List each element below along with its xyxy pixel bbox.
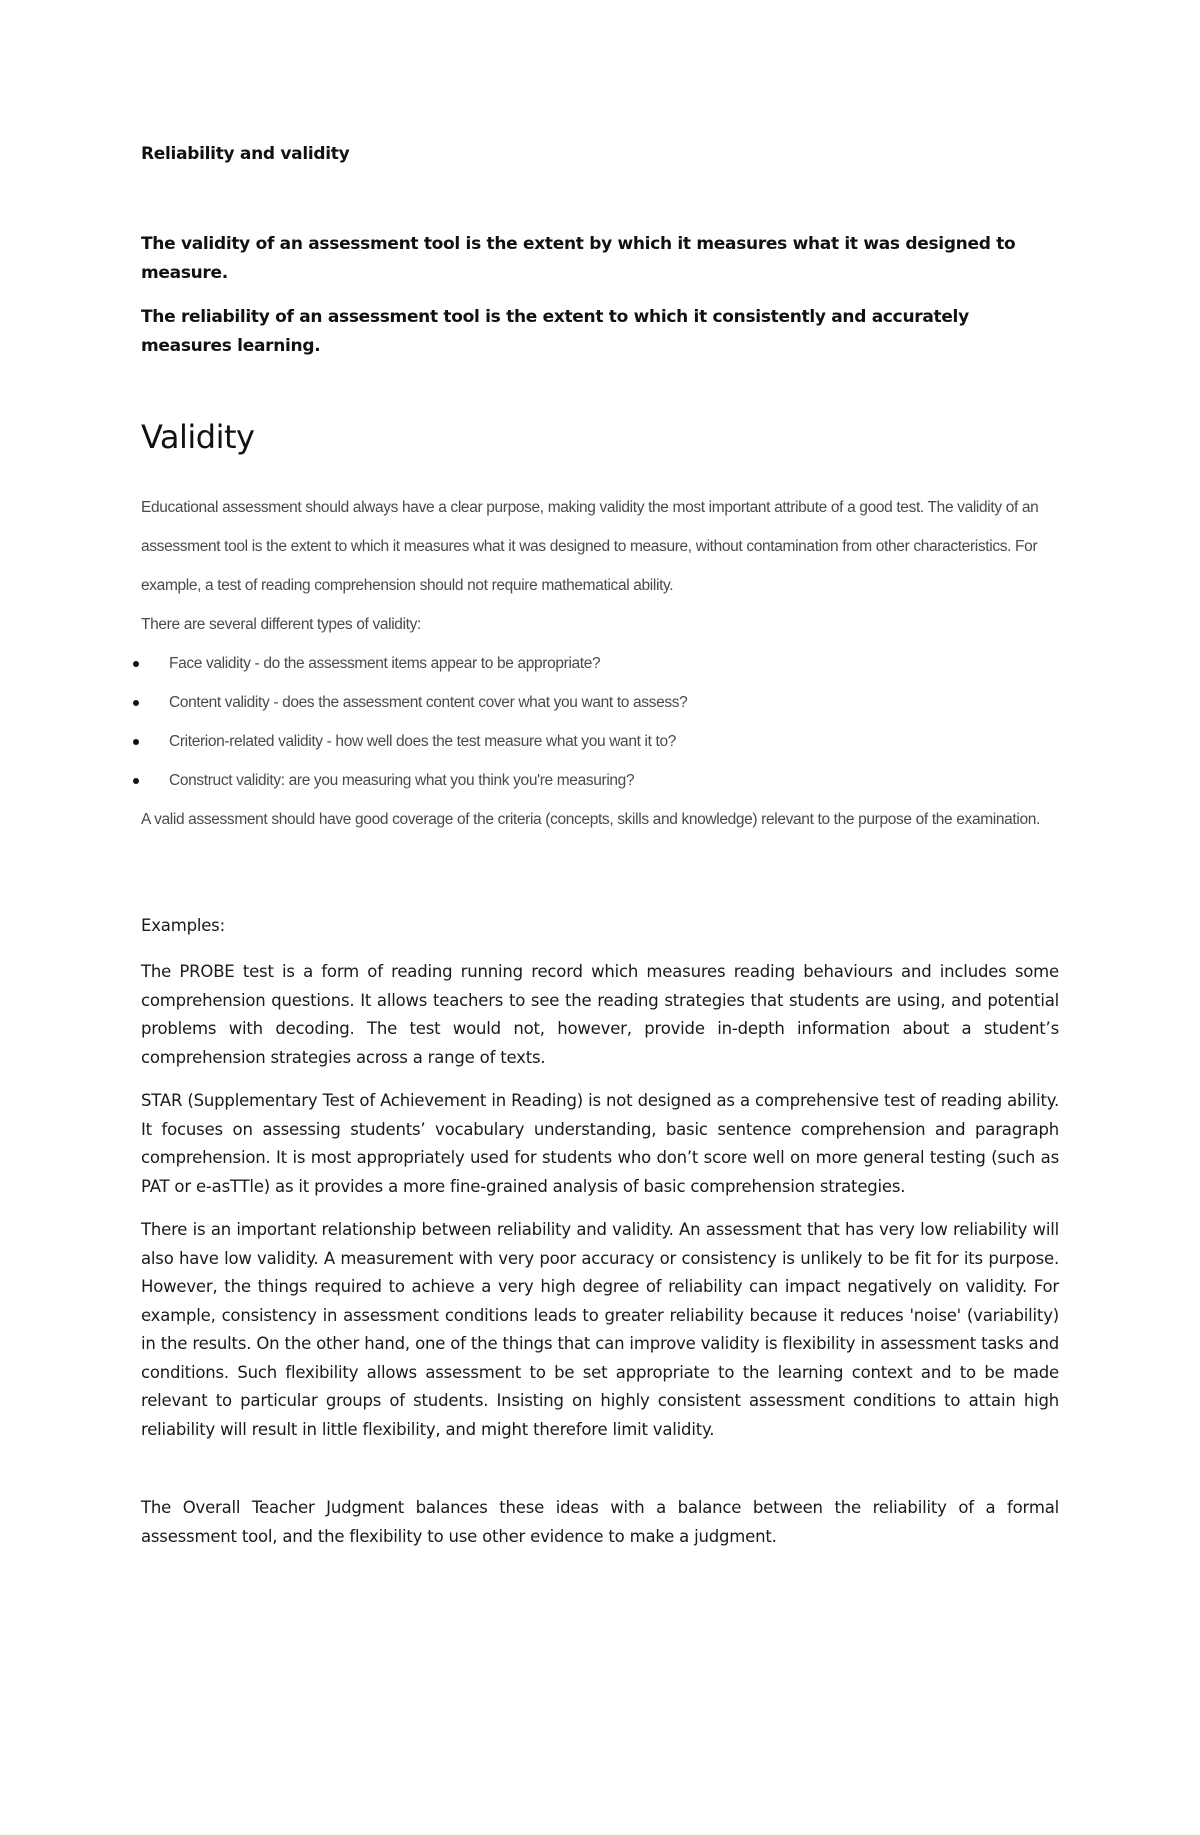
list-item-text: Face validity - do the assessment items appear to be appropriate? [169, 655, 601, 672]
bullet-icon [133, 661, 139, 667]
probe-paragraph: The PROBE test is a form of reading running record which measures reading behaviours and includes some comprehension questions. It allows teachers to see the reading strategies that students are using, and potential problems with decoding. The test would not, however, provide in-depth information about a student’s comprehension strategies across a range of texts. [141, 962, 1059, 1067]
list-item [141, 761, 1059, 800]
list-item [141, 683, 1059, 722]
star-paragraph: STAR (Supplementary Test of Achievement in Reading) is not designed as a comprehensive test of reading ability. It focuses on assessing students’ vocabulary understanding, basic sentence comprehension and paragraph comprehension. It is most appropriately used for students who don’t score well on more general testing (such as PAT or e-asTTle) as it provides a more fine-grained analysis of basic comprehension strategies. [141, 1091, 1059, 1196]
list-item-text: Content validity - does the assessment content cover what you want to assess? [169, 694, 688, 711]
examples-section [141, 912, 1059, 1566]
reliability-definition: The reliability of an assessment tool is the extent to which it consistently and accurately measures learning. [141, 307, 969, 356]
validity-types-list [141, 644, 1059, 800]
otj-paragraph: The Overall Teacher Judgment balances these ideas with a balance between the reliability of a formal assessment tool, and the flexibility to use other evidence to make a judgment. [141, 1498, 1059, 1546]
relationship-paragraph: There is an important relationship between reliability and validity. An assessment that has very low reliability will also have low validity. A measurement with very poor accuracy or consistency is unlikely to be fit for its purpose. However, the things required to achieve a very high degree of reliability can impact negatively on validity. For example, consistency in assessment conditions leads to greater reliability because it reduces 'noise' (variability) in the results. On the other hand, one of the things that can improve validity is flexibility in assessment tasks and conditions. Such flexibility allows assessment to be set appropriate to the learning context and to be made relevant to particular groups of students. Insisting on highly consistent assessment conditions to attain high reliability will result in little flexibility, and might therefore limit validity. [141, 1220, 1059, 1439]
validity-definition: The validity of an assessment tool is the extent by which it measures what it was designed to measure. [141, 234, 1016, 283]
list-item-text: Construct validity: are you measuring what you think you're measuring? [169, 772, 635, 789]
document-title: Reliability and validity [141, 144, 350, 164]
validity-paragraph: Educational assessment should always have a clear purpose, making validity the most important attribute of a good test. The validity of an assessment tool is the extent to which it measures what it was designed to measure, without contamination from other characteristics. For example, a test of reading comprehension should not require mathematical ability. [141, 499, 1039, 594]
bullet-icon [133, 700, 139, 706]
definitions [141, 230, 1059, 376]
bullet-icon [133, 739, 139, 745]
bullet-icon [133, 778, 139, 784]
examples-label: Examples: [141, 916, 225, 935]
list-item [141, 644, 1059, 683]
validity-types-intro: There are several different types of validity: [141, 616, 421, 633]
validity-section [141, 488, 1059, 839]
list-item [141, 722, 1059, 761]
validity-heading: Validity [141, 418, 255, 456]
coverage-paragraph: A valid assessment should have good coverage of the criteria (concepts, skills and knowledge) relevant to the purpose of the examination. [141, 811, 1040, 828]
list-item-text: Criterion-related validity - how well does the test measure what you want it to? [169, 733, 677, 750]
